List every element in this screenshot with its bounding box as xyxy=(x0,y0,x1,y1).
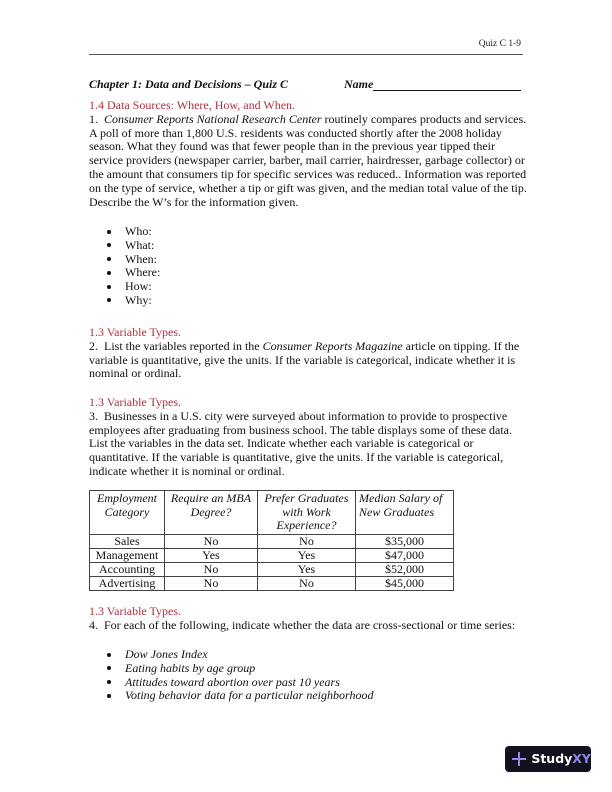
question-text: List the variables reported in the xyxy=(104,338,263,353)
table-header-row xyxy=(90,491,454,535)
table-cell: No xyxy=(258,535,356,549)
bullet-icon xyxy=(107,298,111,302)
bullet-label: Eating habits by age group xyxy=(125,660,256,675)
table-cell: No xyxy=(165,577,258,591)
source-name: Consumer Reports National Research Center xyxy=(104,111,322,126)
bullet-label: How: xyxy=(125,279,152,294)
question-number: 3. xyxy=(89,408,98,423)
table-cell: $35,000 xyxy=(356,535,454,549)
column-header: Employment Category xyxy=(90,491,165,535)
table-cell: Management xyxy=(90,549,165,563)
table-cell: Yes xyxy=(165,549,258,563)
question-text: For each of the following, indicate whether the data are cross-sectional or time series: xyxy=(104,617,516,632)
bullet-why xyxy=(89,294,529,308)
question-text: services. A poll of more than 1,800 U.S. residents was conducted shortly after the 2008 holiday season. What they found was that fewer people than in the previous year tipped their service providers (newspaper carrier, barber, mail carrier, hairdresser, garbage collector) or the amount that consumers tip for specific services was reduced.. Information was reported on the type of service, whether a tip or gift was given, and the median total value of the tip. Describe the W’s for the information given. xyxy=(89,111,527,209)
data-type-bullet-list xyxy=(89,648,529,703)
question-4-text xyxy=(89,619,529,633)
question-1-text xyxy=(89,113,529,210)
plus-icon xyxy=(511,751,526,767)
w-bullet-list xyxy=(89,225,529,308)
question-number: 2. xyxy=(89,338,98,353)
bullet-where xyxy=(89,266,529,280)
question-4 xyxy=(89,605,529,633)
question-number: 1. xyxy=(89,111,98,126)
brand-name-part2: XY xyxy=(572,751,591,767)
bullet-icon xyxy=(107,680,111,684)
bullet-what xyxy=(89,239,529,253)
section-heading: 1.3 Variable Types. xyxy=(89,395,182,409)
table-cell: Yes xyxy=(258,563,356,577)
question-1 xyxy=(89,99,529,209)
table-cell: Accounting xyxy=(90,563,165,577)
question-2-text xyxy=(89,340,529,381)
question-number: 4. xyxy=(89,617,98,632)
bullet-icon xyxy=(107,243,111,247)
studyxy-watermark-badge[interactable] xyxy=(505,746,591,772)
name-blank-line xyxy=(373,90,521,91)
question-3-text xyxy=(89,410,529,479)
table-cell: Sales xyxy=(90,535,165,549)
bullet-label: Who: xyxy=(125,224,152,238)
bullet-label: Attitudes toward abortion over past 10 years xyxy=(125,674,340,689)
question-text: article on tipping. If the variable is quantitative, give the units. If the variable is categorical, indicate whether it is nominal or ordinal. xyxy=(89,338,520,381)
bullet-item xyxy=(89,689,529,703)
bullet-label: Voting behavior data for a particular neighborhood xyxy=(125,688,374,703)
bullet-icon xyxy=(107,285,111,289)
table-row xyxy=(90,535,454,549)
table-cell: $47,000 xyxy=(356,549,454,563)
name-label: Name xyxy=(344,77,374,91)
bullet-icon xyxy=(107,694,111,698)
section-heading: 1.3 Variable Types. xyxy=(89,604,182,618)
bullet-label: Where: xyxy=(125,265,161,280)
table-row xyxy=(90,577,454,591)
bullet-how xyxy=(89,280,529,294)
table-cell: No xyxy=(165,563,258,577)
employment-table xyxy=(89,490,454,591)
running-header-text: Quiz C 1-9 xyxy=(478,39,521,49)
quiz-title: Chapter 1: Data and Decisions – Quiz C xyxy=(89,77,289,91)
bullet-icon xyxy=(107,230,111,234)
column-header: Median Salary of New Graduates xyxy=(356,491,454,535)
section-heading: 1.3 Variable Types. xyxy=(89,325,182,339)
question-2 xyxy=(89,326,529,381)
table-cell: No xyxy=(258,577,356,591)
bullet-item xyxy=(89,648,529,662)
bullet-icon xyxy=(107,257,111,261)
bullet-item xyxy=(89,676,529,690)
table-cell: Advertising xyxy=(90,577,165,591)
bullet-icon xyxy=(107,653,111,657)
bullet-who xyxy=(89,225,529,239)
bullet-item xyxy=(89,662,529,676)
question-text: routinely compares products and xyxy=(321,111,482,126)
table-row xyxy=(90,549,454,563)
table-cell: $45,000 xyxy=(356,577,454,591)
column-header: Prefer Graduates with Work Experience? xyxy=(258,491,356,535)
table-cell: $52,000 xyxy=(356,563,454,577)
section-heading: 1.4 Data Sources: Where, How, and When. xyxy=(89,98,296,112)
bullet-icon xyxy=(107,666,111,670)
question-text: Businesses in a U.S. city were surveyed about information to provide to prospective employees after graduating from business school. The table displays some of these data. List the variables in the data set. Indicate whether each variable is categorical or quantitative. If the variable is quantitative, give the units. If the variable is categorical, indicate whether it is nominal or ordinal. xyxy=(89,408,512,478)
bullet-label: Dow Jones Index xyxy=(125,647,208,661)
column-header: Require an MBA Degree? xyxy=(165,491,258,535)
bullet-label: When: xyxy=(125,251,157,266)
table-row xyxy=(90,563,454,577)
bullet-when xyxy=(89,253,529,267)
bullet-icon xyxy=(107,271,111,275)
table-cell: No xyxy=(165,535,258,549)
table-cell: Yes xyxy=(258,549,356,563)
running-header xyxy=(89,36,523,55)
bullet-label: What: xyxy=(125,237,155,252)
bullet-label: Why: xyxy=(125,292,152,307)
source-name: Consumer Reports Magazine xyxy=(262,338,403,353)
question-3 xyxy=(89,396,529,479)
brand-name-part1: Study xyxy=(531,751,573,767)
